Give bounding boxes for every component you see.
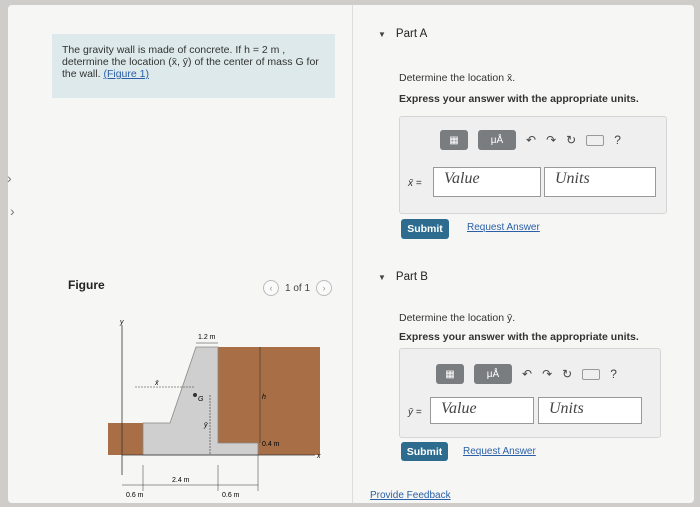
collapse-triangle-icon: ▼ — [378, 29, 386, 39]
redo-icon-b[interactable]: ↷ — [542, 367, 553, 381]
provide-feedback-link[interactable]: Provide Feedback — [370, 490, 451, 501]
part-a-request-answer[interactable]: Request Answer — [467, 222, 540, 233]
figure-link[interactable]: (Figure 1) — [103, 68, 149, 80]
column-divider — [352, 5, 353, 503]
help-icon-b[interactable]: ? — [610, 367, 617, 381]
xbar-label: x̄ — [155, 380, 159, 387]
part-a-submit-button[interactable]: Submit — [401, 219, 449, 239]
keyboard-icon[interactable] — [586, 135, 604, 146]
figure-pager — [263, 280, 332, 296]
reset-icon[interactable]: ↻ — [566, 133, 577, 147]
gravity-wall-figure — [100, 315, 340, 500]
g-label: G — [198, 396, 204, 403]
part-a-value-input[interactable]: Value — [433, 167, 541, 197]
undo-icon-b[interactable]: ↶ — [522, 367, 533, 381]
collapse-triangle-icon-b: ▼ — [378, 272, 386, 282]
undo-icon[interactable]: ↶ — [526, 133, 537, 147]
top-width-label: 1.2 m — [198, 334, 216, 341]
redo-icon[interactable]: ↷ — [546, 133, 557, 147]
h-label: h — [262, 394, 266, 401]
part-b-value-input[interactable]: Value — [430, 397, 534, 424]
x-axis-label: x — [317, 453, 321, 460]
part-b-request-answer[interactable]: Request Answer — [463, 446, 536, 457]
y-axis-label: y — [120, 319, 124, 326]
part-a-title: Part A — [395, 28, 428, 40]
part-b-toolbar — [436, 364, 617, 384]
collapse-arrow-icon[interactable]: › — [7, 170, 12, 186]
part-a-header[interactable] — [378, 28, 427, 40]
part-b-instruction: Express your answer with the appropriate units. — [399, 331, 639, 343]
part-b-answer-box — [399, 348, 661, 438]
part-b-submit-button[interactable]: Submit — [401, 442, 448, 461]
base-height-label: 0.4 m — [262, 441, 280, 448]
part-a-toolbar — [440, 130, 621, 150]
part-a-units-input[interactable]: Units — [544, 167, 656, 197]
units-button[interactable]: μÅ — [478, 130, 516, 150]
templates-button[interactable]: ▦ — [440, 130, 468, 150]
soil-front — [108, 423, 143, 455]
units-button-b[interactable]: μÅ — [474, 364, 512, 384]
figure-title: Figure — [68, 278, 105, 292]
prev-figure-button[interactable]: ‹ — [263, 280, 279, 296]
keyboard-icon-b[interactable] — [582, 369, 600, 380]
part-a-prompt: Determine the location x̄. — [399, 72, 516, 84]
part-b-prompt: Determine the location ȳ. — [399, 312, 516, 324]
problem-statement — [52, 34, 335, 98]
reset-icon-b[interactable]: ↻ — [562, 367, 573, 381]
help-icon[interactable]: ? — [614, 133, 621, 147]
next-figure-button[interactable]: › — [316, 280, 332, 296]
part-b-header[interactable] — [378, 271, 428, 283]
part-a-variable: x̄ = — [408, 178, 422, 189]
ybar-label: ȳ — [204, 422, 208, 429]
problem-text: The gravity wall is made of concrete. If h = 2 m , determine the location (x̄, ȳ) of the center of mass G for the wall. — [62, 44, 319, 80]
collapse-arrow-icon-2[interactable]: › — [10, 203, 15, 219]
part-a-instruction: Express your answer with the appropriate units. — [399, 93, 639, 105]
part-b-units-input[interactable]: Units — [538, 397, 642, 424]
templates-button-b[interactable]: ▦ — [436, 364, 464, 384]
width-label-1: 0.6 m — [126, 492, 144, 499]
pager-count: 1 of 1 — [285, 282, 311, 294]
part-b-title: Part B — [395, 271, 428, 283]
center-of-mass-marker — [193, 393, 197, 397]
width-label-3: 0.6 m — [222, 492, 240, 499]
part-b-variable: ȳ = — [408, 407, 422, 418]
width-label-2: 2.4 m — [172, 477, 190, 484]
